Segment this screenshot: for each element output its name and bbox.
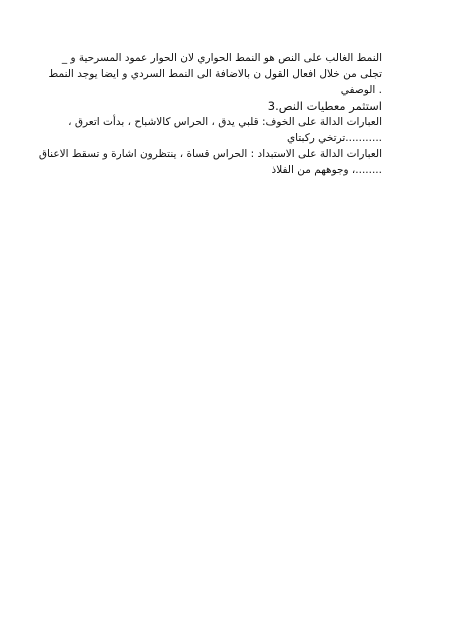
tyranny-expressions-line-1: العبارات الدالة على الاستبداد : الحراس قساة ، ينتظرون اشارة و تسقط الاعناق xyxy=(38,148,382,160)
fear-expressions-line-1: العبارات الدالة على الخوف: قلبي يدق ، الحراس كالاشباح ، بدأت اتعرق ، xyxy=(68,116,382,128)
paragraph-line-3: . الوصفي xyxy=(340,84,382,96)
tyranny-expressions-line-2: ........، وجوههم من الفلاذ xyxy=(271,164,382,176)
paragraph-line-2: تجلى من خلال افعال القول ن بالاضافة الى النمط السردي و ايضا يوجد النمط xyxy=(48,68,382,80)
fear-expressions-line-2: ...........ترتخي ركبتاي xyxy=(286,132,382,144)
paragraph-line-1: النمط الغالب على النص هو النمط الحواري لان الحوار عمود المسرحية و _ xyxy=(61,52,382,64)
document-body xyxy=(38,50,382,178)
section-heading: استثمر معطيات النص.3 xyxy=(267,99,382,113)
